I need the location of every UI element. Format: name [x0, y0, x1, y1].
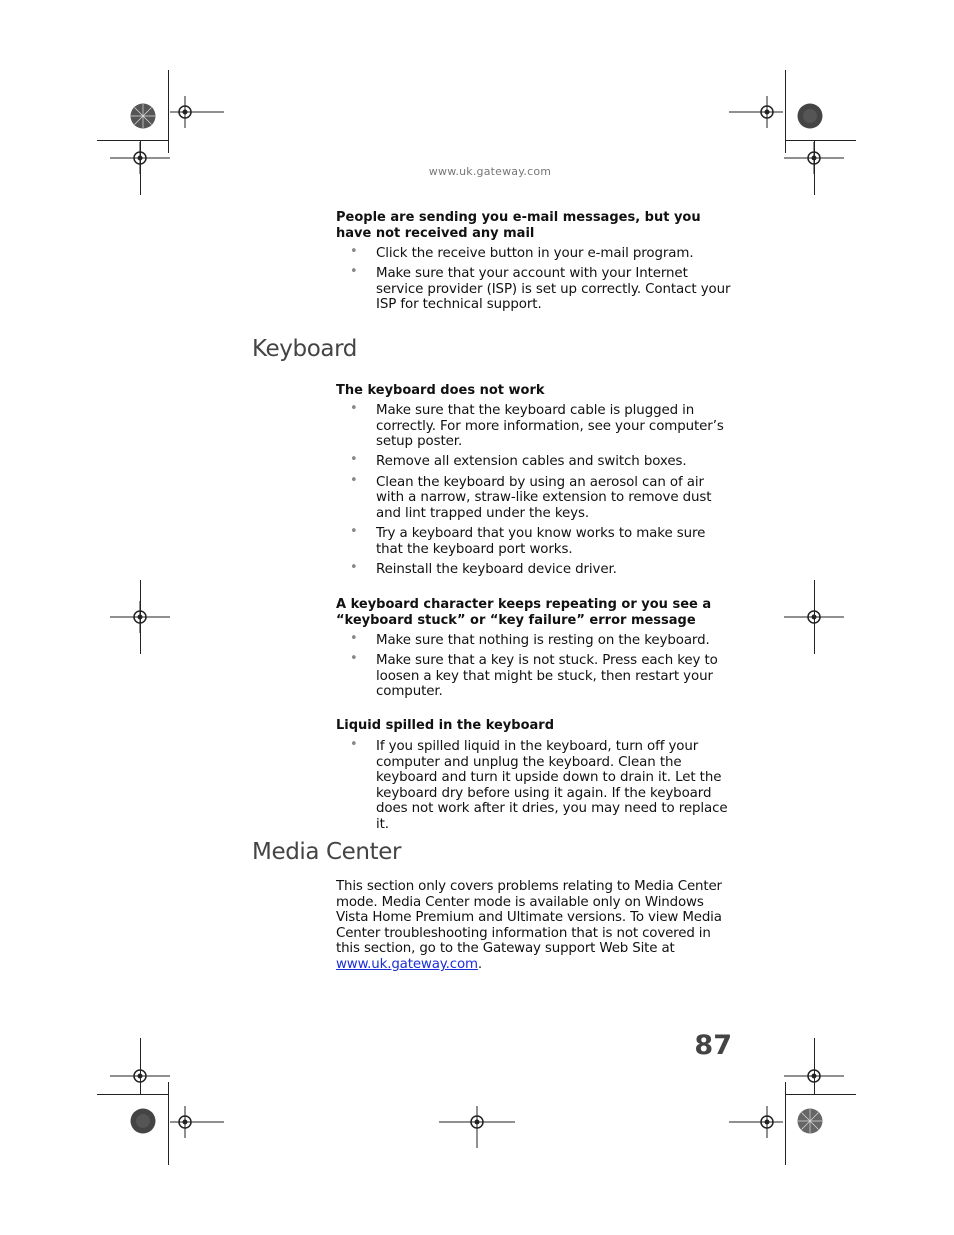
keyboard-not-work-heading: The keyboard does not work — [336, 383, 545, 398]
period: . — [477, 956, 483, 972]
crosshair-icon — [170, 96, 226, 128]
list-item: • Click the receive button in your e-mail program. — [336, 246, 731, 262]
header-url: www.uk.gateway.com — [428, 165, 552, 178]
color-target-icon — [797, 103, 823, 129]
crosshair-icon — [729, 96, 785, 128]
color-target-icon — [797, 1108, 823, 1134]
list-item: • If you spilled liquid in the keyboard, turn off your computer and unplug the keyboard. Clean the keyboard and turn it upside down to drain it. Let the keyboard dry before using it again. If the keyboard does not work after it dries, you may need to replace it. — [336, 739, 731, 833]
list-item: • Remove all extension cables and switch boxes. — [336, 454, 731, 470]
keyboard-not-work-list — [336, 403, 731, 582]
keyboard-section-title: Keyboard — [252, 336, 357, 362]
crosshair-icon — [439, 1106, 515, 1148]
keyboard-repeating-heading: A keyboard character keeps repeating or you see a “keyboard stuck” or “key failure” error message — [336, 597, 712, 628]
page-number: 87 — [694, 1030, 732, 1061]
list-item: • Reinstall the keyboard device driver. — [336, 562, 731, 578]
media-center-section-title: Media Center — [252, 839, 402, 865]
keyboard-spilled-heading: Liquid spilled in the keyboard — [336, 718, 555, 733]
crosshair-icon — [110, 1060, 170, 1092]
list-item: • Make sure that your account with your Internet service provider (ISP) is set up correctly. Contact your ISP for technical support. — [336, 266, 731, 313]
email-issue-list — [336, 246, 731, 318]
list-item: • Make sure that a key is not stuck. Press each key to loosen a key that might be stuck, then restart your computer. — [336, 653, 731, 700]
color-target-icon — [130, 1108, 156, 1134]
list-item: • Make sure that the keyboard cable is plugged in correctly. For more information, see your computer’s setup poster. — [336, 403, 731, 450]
list-item: • Try a keyboard that you know works to make sure that the keyboard port works. — [336, 526, 731, 557]
gateway-support-link[interactable]: www.uk.gateway.com — [336, 956, 478, 972]
media-center-text: This section only covers problems relating to Media Center mode. Media Center mode is available only on Windows Vista Home Premium and Ultimate versions. To view Media Center troubleshooting information that is not covered in this section, go to the Gateway support Web Site at — [336, 879, 722, 957]
keyboard-repeating-list — [336, 633, 731, 705]
crosshair-icon — [784, 1060, 844, 1092]
crosshair-icon — [729, 1106, 785, 1138]
email-issue-heading: People are sending you e-mail messages, but you have not received any mail — [336, 210, 701, 241]
color-target-icon — [130, 103, 156, 129]
list-item: • Clean the keyboard by using an aerosol can of air with a narrow, straw-like extension to remove dust and lint trapped under the keys. — [336, 475, 731, 522]
media-center-paragraph — [336, 879, 728, 973]
keyboard-spilled-list — [336, 739, 731, 837]
crosshair-icon — [170, 1106, 226, 1138]
list-item: • Make sure that nothing is resting on the keyboard. — [336, 633, 731, 649]
